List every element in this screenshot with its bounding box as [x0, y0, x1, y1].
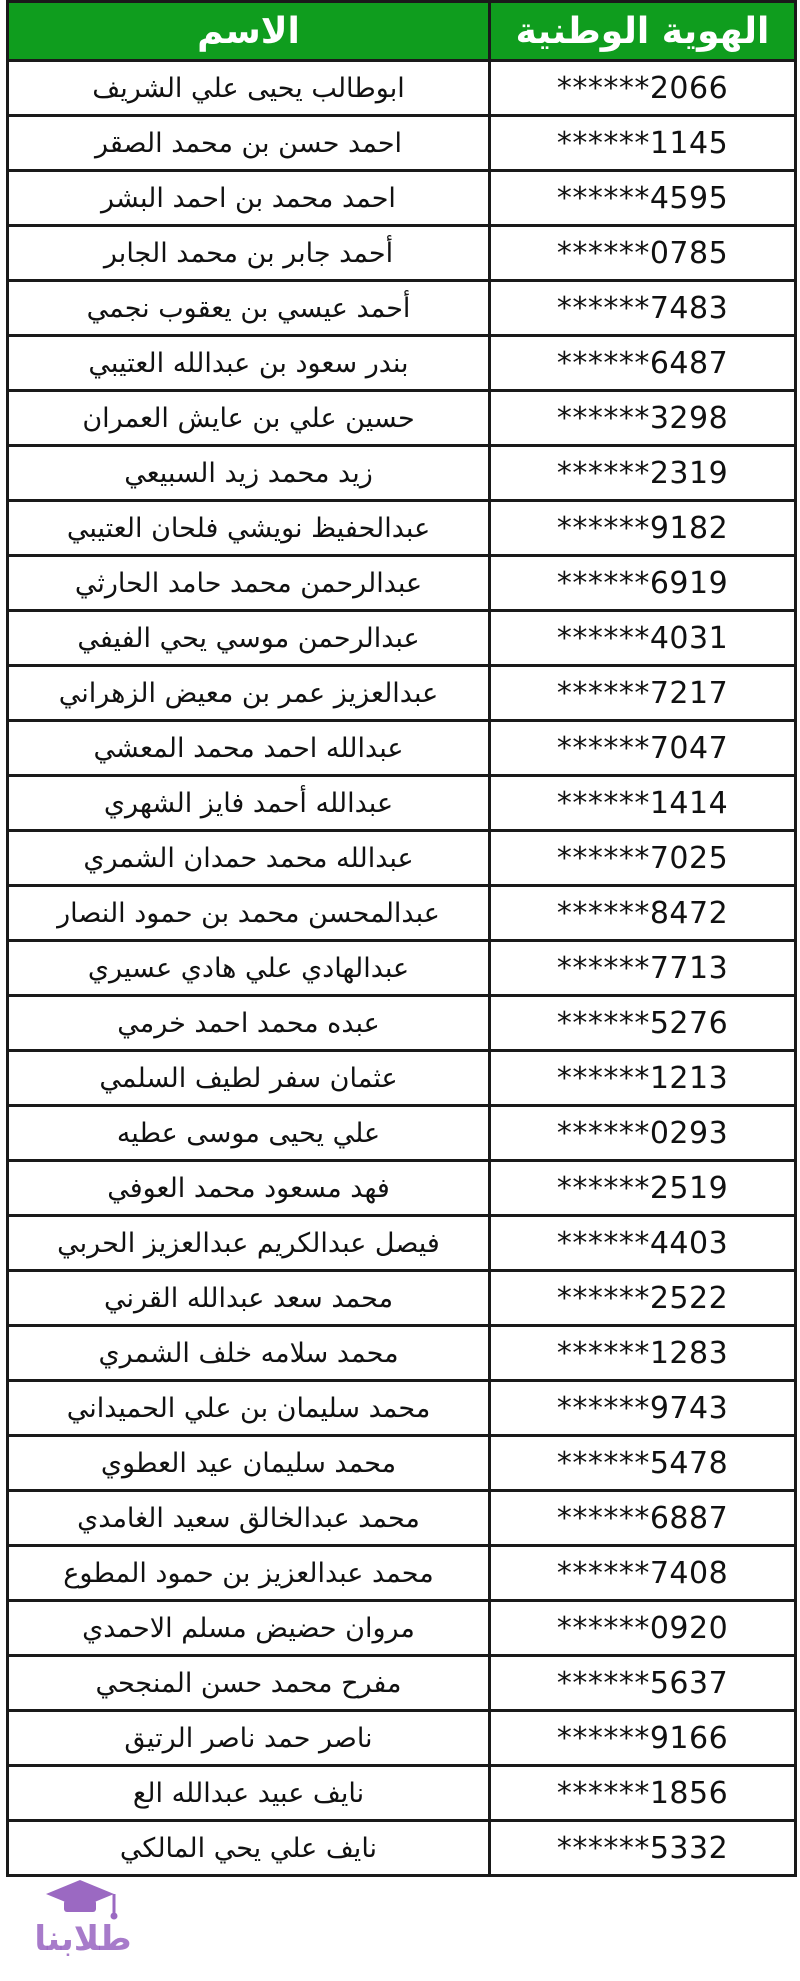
- id-cell: ******2522: [490, 1271, 796, 1326]
- id-cell: ******7047: [490, 721, 796, 776]
- table-row: [8, 116, 796, 171]
- name-cell: عبدالله أحمد فايز الشهري: [8, 776, 490, 831]
- id-cell: ******9743: [490, 1381, 796, 1436]
- id-cell: ******2319: [490, 446, 796, 501]
- id-cell: ******1213: [490, 1051, 796, 1106]
- name-cell: ابوطالب يحيى علي الشريف: [8, 61, 490, 116]
- name-cell: عبدالرحمن موسي يحي الفيفي: [8, 611, 490, 666]
- name-cell: ناصر حمد ناصر الرتيق: [8, 1711, 490, 1766]
- name-cell: حسين علي بن عايش العمران: [8, 391, 490, 446]
- table-row: [8, 1711, 796, 1766]
- id-cell: ******1145: [490, 116, 796, 171]
- name-cell: عبده محمد احمد خرمي: [8, 996, 490, 1051]
- table-row: [8, 831, 796, 886]
- graduation-cap-icon: [46, 1880, 118, 1920]
- name-cell: نايف علي يحي المالكي: [8, 1821, 490, 1876]
- id-cell: ******7713: [490, 941, 796, 996]
- id-cell: ******2066: [490, 61, 796, 116]
- name-cell: محمد سليمان عيد العطوي: [8, 1436, 490, 1491]
- id-cell: ******7408: [490, 1546, 796, 1601]
- name-cell: عبدالمحسن محمد بن حمود النصار: [8, 886, 490, 941]
- table-row: [8, 281, 796, 336]
- name-cell: بندر سعود بن عبدالله العتيبي: [8, 336, 490, 391]
- id-cell: ******2519: [490, 1161, 796, 1216]
- id-cell: ******4031: [490, 611, 796, 666]
- id-cell: ******5276: [490, 996, 796, 1051]
- table-row: [8, 61, 796, 116]
- names-table: [6, 0, 797, 1877]
- table-row: [8, 776, 796, 831]
- name-cell: عبدالله محمد حمدان الشمري: [8, 831, 490, 886]
- id-cell: ******3298: [490, 391, 796, 446]
- table-row: [8, 611, 796, 666]
- id-cell: ******9182: [490, 501, 796, 556]
- id-cell: ******6887: [490, 1491, 796, 1546]
- table-row: [8, 391, 796, 446]
- name-cell: أحمد عيسي بن يعقوب نجمي: [8, 281, 490, 336]
- table-row: [8, 1381, 796, 1436]
- name-cell: محمد سلامه خلف الشمري: [8, 1326, 490, 1381]
- name-cell: زيد محمد زيد السبيعي: [8, 446, 490, 501]
- table-row: [8, 666, 796, 721]
- name-cell: احمد محمد بن احمد البشر: [8, 171, 490, 226]
- name-cell: فيصل عبدالكريم عبدالعزيز الحربي: [8, 1216, 490, 1271]
- watermark-text: طلابنا: [34, 1919, 132, 1959]
- table-row: [8, 1051, 796, 1106]
- name-cell: عبدالرحمن محمد حامد الحارثي: [8, 556, 490, 611]
- name-cell: احمد حسن بن محمد الصقر: [8, 116, 490, 171]
- id-cell: ******6919: [490, 556, 796, 611]
- name-cell: عبدالله احمد محمد المعشي: [8, 721, 490, 776]
- id-cell: ******5478: [490, 1436, 796, 1491]
- name-cell: محمد سليمان بن علي الحميداني: [8, 1381, 490, 1436]
- id-cell: ******0785: [490, 226, 796, 281]
- id-cell: ******4595: [490, 171, 796, 226]
- name-cell: عبدالعزيز عمر بن معيض الزهراني: [8, 666, 490, 721]
- table-row: [8, 886, 796, 941]
- name-cell: عثمان سفر لطيف السلمي: [8, 1051, 490, 1106]
- table-row: [8, 1546, 796, 1601]
- table-row: [8, 446, 796, 501]
- table-row: [8, 1766, 796, 1821]
- name-cell: عبدالهادي علي هادي عسيري: [8, 941, 490, 996]
- table-row: [8, 1271, 796, 1326]
- id-cell: ******7217: [490, 666, 796, 721]
- name-cell: نايف عبيد عبدالله الع: [8, 1766, 490, 1821]
- id-column-header: الهوية الوطنية: [490, 2, 796, 61]
- id-cell: ******1856: [490, 1766, 796, 1821]
- name-cell: أحمد جابر بن محمد الجابر: [8, 226, 490, 281]
- table-row: [8, 171, 796, 226]
- name-cell: محمد عبدالعزيز بن حمود المطوع: [8, 1546, 490, 1601]
- id-cell: ******8472: [490, 886, 796, 941]
- id-cell: ******7025: [490, 831, 796, 886]
- header-row: [8, 2, 796, 61]
- table-row: [8, 721, 796, 776]
- name-cell: عبدالحفيظ نويشي فلحان العتيبي: [8, 501, 490, 556]
- id-cell: ******0293: [490, 1106, 796, 1161]
- table-row: [8, 941, 796, 996]
- id-cell: ******5637: [490, 1656, 796, 1711]
- table-row: [8, 556, 796, 611]
- id-cell: ******9166: [490, 1711, 796, 1766]
- table-row: [8, 1436, 796, 1491]
- table-row: [8, 1656, 796, 1711]
- id-cell: ******6487: [490, 336, 796, 391]
- name-cell: محمد عبدالخالق سعيد الغامدي: [8, 1491, 490, 1546]
- name-column-header: الاسم: [8, 2, 490, 61]
- site-watermark: [18, 1870, 148, 1965]
- name-cell: مروان حضيض مسلم الاحمدي: [8, 1601, 490, 1656]
- name-cell: علي يحيى موسى عطيه: [8, 1106, 490, 1161]
- table-row: [8, 1106, 796, 1161]
- name-cell: محمد سعد عبدالله القرني: [8, 1271, 490, 1326]
- table-row: [8, 996, 796, 1051]
- name-cell: مفرح محمد حسن المنجحي: [8, 1656, 490, 1711]
- table-row: [8, 1216, 796, 1271]
- name-cell: فهد مسعود محمد العوفي: [8, 1161, 490, 1216]
- id-cell: ******5332: [490, 1821, 796, 1876]
- id-cell: ******1283: [490, 1326, 796, 1381]
- table-row: [8, 1161, 796, 1216]
- table-row: [8, 1491, 796, 1546]
- table-row: [8, 1326, 796, 1381]
- table-row: [8, 501, 796, 556]
- table-row: [8, 226, 796, 281]
- id-cell: ******1414: [490, 776, 796, 831]
- table-body: [8, 61, 796, 1876]
- table-row: [8, 1601, 796, 1656]
- table-row: [8, 1821, 796, 1876]
- id-cell: ******4403: [490, 1216, 796, 1271]
- table-row: [8, 336, 796, 391]
- id-cell: ******0920: [490, 1601, 796, 1656]
- id-cell: ******7483: [490, 281, 796, 336]
